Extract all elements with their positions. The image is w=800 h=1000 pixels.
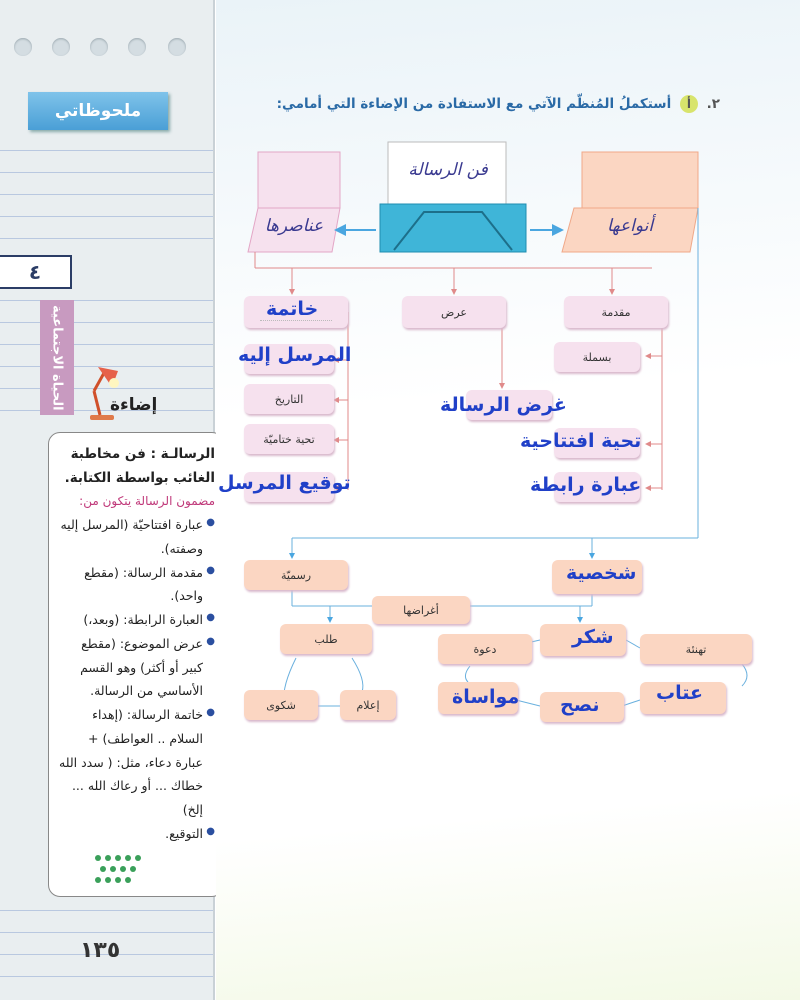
- answer-mursal-ilayh: المرسل إليه: [238, 344, 352, 366]
- idaa-title: إضاءة: [110, 395, 158, 415]
- list-item: ● التوقيع.: [57, 822, 215, 846]
- question-badge: أ: [680, 95, 698, 113]
- answer-nush: نصح: [560, 694, 600, 716]
- box-talab: طلب: [280, 624, 372, 654]
- page-number: ١٣٥: [80, 938, 121, 963]
- answer-tahiya-iftitahiya: تحية افتتاحية: [520, 430, 642, 452]
- purposes-label: أغراضها: [372, 596, 470, 624]
- answer-tawqi: توقيع المرسل: [218, 472, 351, 494]
- box-basmala: بسملة: [554, 342, 640, 372]
- letter-definition: الرسالـة : فن مخاطبة الغائب بواسطة الكتابة.: [64, 446, 215, 486]
- contents-heading: مضمون الرسالة يتكون من:: [79, 494, 215, 509]
- unit-number: ٤: [0, 255, 72, 289]
- question-number: ٢.: [706, 96, 720, 112]
- box-dawa: دعوة: [438, 634, 532, 664]
- box-tarikh: التاريخ: [244, 384, 334, 414]
- instruction-text: أستكملُ المُنظّم الآتي مع الاستفادة من الإضاءة التي أمامي:: [276, 96, 672, 112]
- box-tahiya-khitamiya: تحية ختاميّة: [244, 424, 334, 454]
- box-muqaddima: مقدمة: [564, 296, 668, 328]
- notes-tab: ملحوظاتي: [28, 92, 168, 130]
- list-item: ● مقدمة الرسالة: (مقطع واحد).: [57, 561, 215, 609]
- answer-khatima: خاتمة: [266, 298, 319, 320]
- box-rasmiya: رسميّة: [244, 560, 348, 590]
- box-ard: عرض: [402, 296, 506, 328]
- answer-shukr: شكر: [572, 626, 614, 648]
- answer-shakhsiya: شخصية: [566, 562, 637, 584]
- box-shakwa: شكوى: [244, 690, 318, 720]
- center-title: فن الرسالة: [408, 160, 488, 180]
- answer-gharad: غرض الرسالة: [440, 394, 567, 416]
- answer-itab: عتاب: [656, 682, 703, 704]
- types-label: أنواعها: [606, 216, 654, 236]
- box-ilam: إعلام: [340, 690, 396, 720]
- list-item: ● عبارة افتتاحيّة (المرسل إليه وصفته).: [57, 513, 215, 561]
- elements-label: عناصرها: [264, 216, 324, 236]
- list-item: ● العبارة الرابطة: (وبعد،): [57, 608, 215, 632]
- answer-ibara-rabita: عبارة رابطة: [530, 474, 642, 496]
- list-item: ● عرض الموضوع: (مقطع كبير أو أكثر) وهو القسم الأساسي من الرسالة.: [57, 632, 215, 703]
- list-item: ● خاتمة الرسالة: (إهداء السلام .. العواطف) + عبارة دعاء، مثل: ( سدد الله خطاك ... أو رعاك الله ... إلخ): [57, 703, 215, 822]
- answer-muwasat: مواساة: [452, 686, 520, 708]
- unit-title: الحياة الاجتماعية: [40, 300, 74, 415]
- box-tahnia: تهنئة: [640, 634, 752, 664]
